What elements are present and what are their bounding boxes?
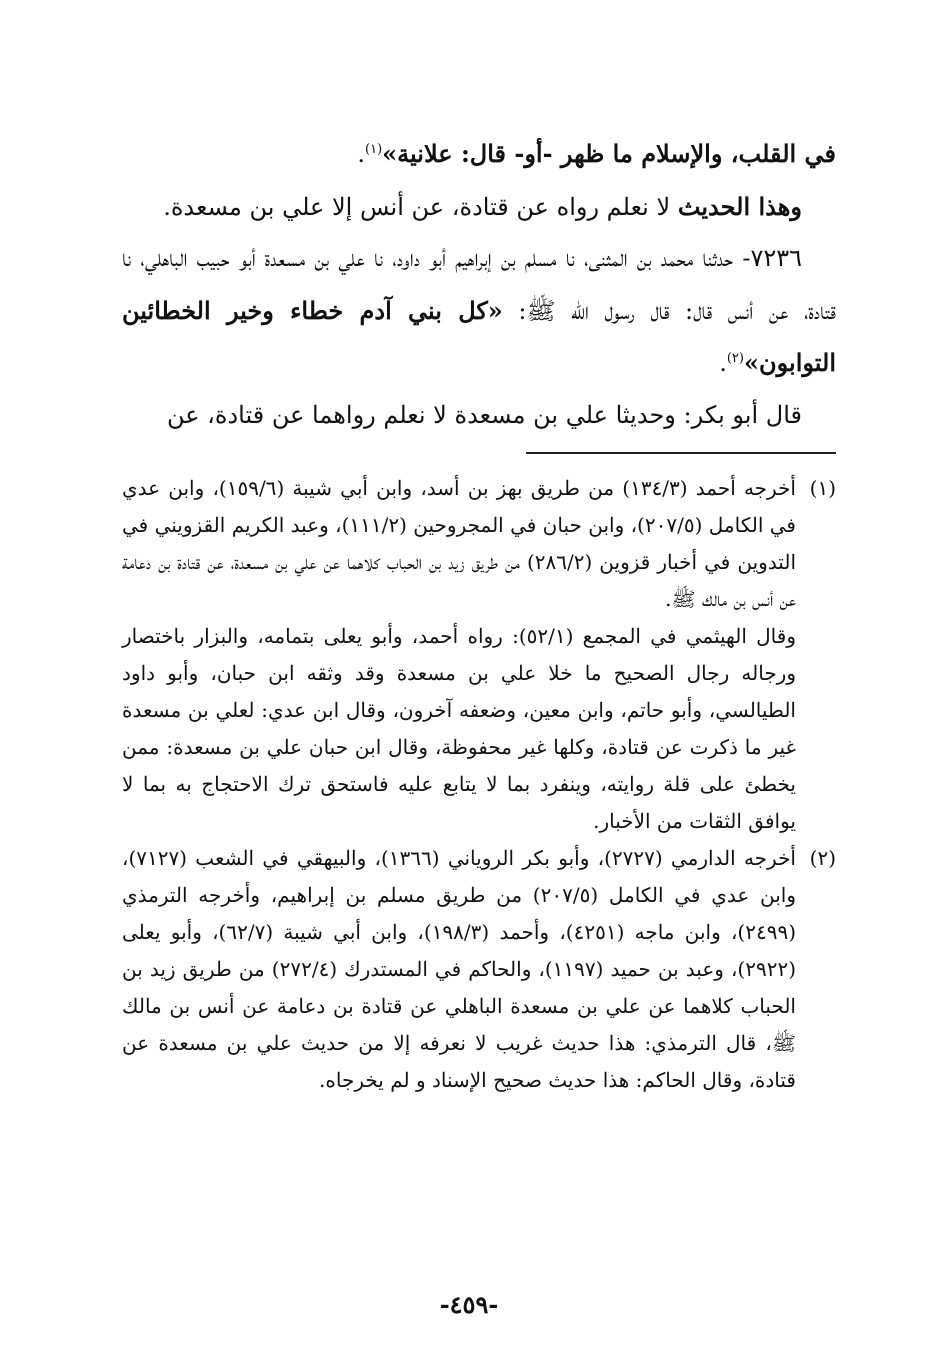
footnote-ref-2: (٢) (726, 351, 744, 366)
footnote-ref-1: (١) (365, 142, 383, 157)
footnote-separator (526, 452, 836, 454)
hadith-7236-isnad: ٧٢٣٦- حدثنا محمد بن المثنى، نا مسلم بن إبراهيم أبو داود، نا علي بن مسعدة أبو حبيب الباهلي، نا قتادة، عن أنس قال: قال رسول الله ﷺ: (122, 244, 836, 325)
footnote-1 (122, 470, 836, 618)
footnote-2-text: أخرجه الدارمي (٢٧٢٧)، وأبو بكر الروياني (١٣٦٦)، والبيهقي في الشعب (٧١٢٧)، وابن عدي في الكامل (٢٠٧/٥) من طريق مسلم بن إبراهيم، وأخرجه الترمذي (٢٤٩٩)، وابن ماجه (٤٢٥١)، وأحمد (١٩٨/٣)، وابن أبي شيبة (٦٢/٧)، وأبو يعلى (٢٩٢٢)، وعبد بن حميد (١١٩٧)، والحاكم في المستدرك (٢٧٢/٤) من طريق زيد بن الحباب كلاهما عن علي بن مسعدة الباهلي عن قتادة بن دعامة عن أنس بن مالك ﷺ، قال الترمذي: هذا حديث غريب لا نعرفه إلا من حديث علي بن مسعدة عن قتادة، وقال الحاكم: هذا حديث صحيح الإسناد و لم يخرجاه. (122, 846, 797, 1092)
page-number: -٤٥٩- (439, 1290, 499, 1319)
main-line-1 (122, 128, 836, 181)
main-paragraph-2-bold: وهذا الحديث (677, 191, 802, 221)
main-paragraph-2-text: لا نعلم رواه عن قتادة، عن أنس إلا علي بن مسعدة. (163, 192, 678, 221)
hadith-7236 (122, 233, 836, 390)
footnote-1-text: أخرجه أحمد (١٣٤/٣) من طريق بهز بن أسد، وابن أبي شيبة (١٥٩/٦)، وابن عدي في الكامل (٢٠٧/٥)، وابن حبان في المجروحين (١١١/٢)، وعبد الكريم القزويني في التدوين في أخبار قزوين (٢٨٦/٢) من طريق زيد بن الحباب كلاهما عن علي بن مسعدة، عن قتادة بن دعامة عن أنس بن مالك ﷺ. (122, 476, 796, 611)
footnotes (122, 470, 836, 1099)
main-line-1-end: . (357, 140, 366, 168)
footnote-1-continuation: وقال الهيثمي في المجمع (٥٢/١): رواه أحمد، وأبو يعلى بتمامه، والبزار باختصار ورجاله رجال الصحيح ما خلا علي بن مسعدة وقد وثقه ابن حبان، وأبو داود الطيالسي، وأبو حاتم، وابن معين، وضعفه آخرون، وقال ابن عدي: لعلي بن مسعدة غير ما ذكرت عن قتادة، وكلها غير محفوظة، وقال ابن حبان علي بن مسعدة: ممن يخطئ على قلة روايته، وينفرد بما لا يتابع عليه فاستحق ترك الاحتجاج به بما لا يوافق الثقات من الأخبار. (122, 624, 796, 833)
main-paragraph-2 (122, 181, 836, 234)
footnote-2-number: (٢) (809, 846, 836, 870)
hadith-7236-end: . (719, 349, 727, 377)
hadith-7236-matn: «كل بني آدم خطاء وخير الخطائين التوابون» (122, 295, 836, 377)
main-paragraph-4: قال أبو بكر: وحديثا علي بن مسعدة لا نعلم رواهما عن قتادة، عن (166, 400, 802, 429)
footnote-2 (122, 840, 836, 1099)
main-line-1-bold: في القلب، والإسلام ما ظهر -أو- قال: علانية» (382, 139, 836, 168)
main-text (122, 128, 836, 441)
footnote-1-number: (١) (809, 476, 836, 500)
